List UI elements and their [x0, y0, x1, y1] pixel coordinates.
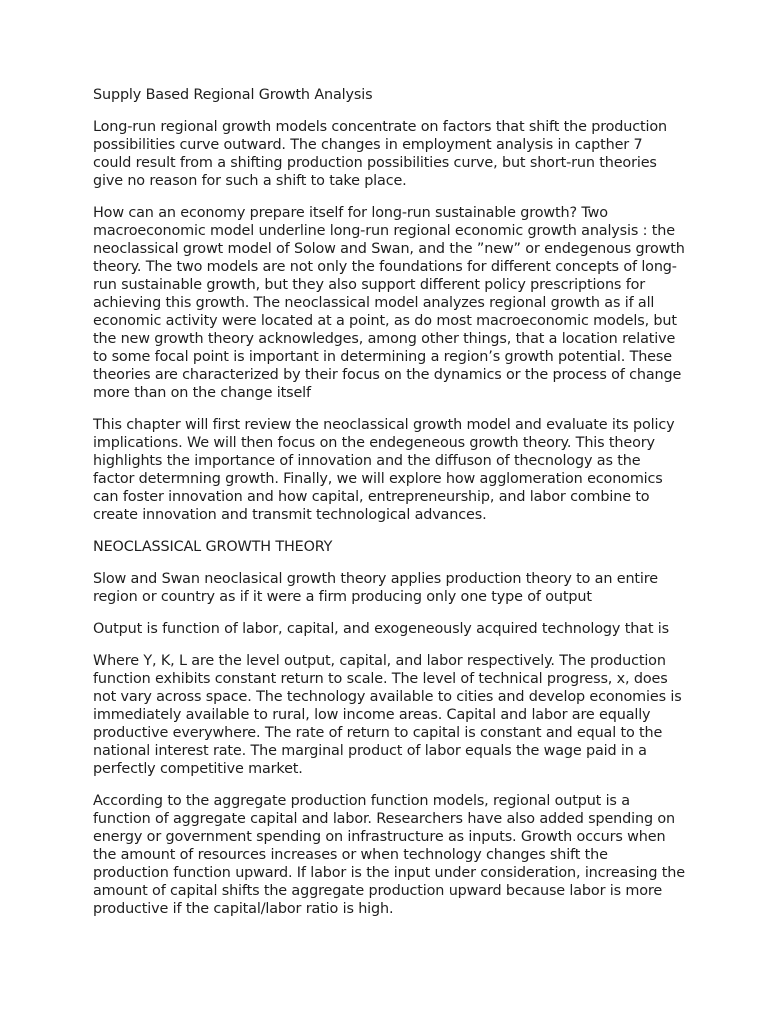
- paragraph-chapter-overview: This chapter will first review the neoclassical growth model and evaluate its policy implications. We will then focus on the endegeneous growth theory. This theory highlights the importance of innovation and the diffuson of thecnology as the factor determning growth. Finally, we will explore how agglomeration economics can foster innovation and how capital, entrepreneurship, and labor combine to create innovation and transmit technological advances.: [93, 417, 675, 523]
- paragraph-models: How can an economy prepare itself for long-run sustainable growth? Two macroeconomic model underline long-run regional economic growth analysis : the neoclassical growt model of Solow and Swan, and the ”new” or endegenous growth theory. The two models are not only the foundations for different concepts of long-run sustainable growth, but they also support different policy prescriptions for achieving this growth. The neoclassical model analyzes regional growth as if all economic activity were located at a point, as do most macroeconomic models, but the new growth theory acknowledges, among other things, that a location relative to some focal point is important in determining a region’s growth potential. These theories are characterized by their focus on the dynamics or the process of change more than on the change itself: [93, 205, 685, 401]
- paragraph-intro: Long-run regional growth models concentrate on factors that shift the production possibilities curve outward. The changes in employment analysis in capther 7 could result from a shifting production possibilities curve, but short-run theories give no reason for such a shift to take place.: [93, 119, 667, 189]
- paragraph-aggregate-production: According to the aggregate production function models, regional output is a function of aggregate capital and labor. Researchers have also added spending on energy or government spending on infrastructure as inputs. Growth occurs when the amount of resources increases or when technology changes shift the production function upward. If labor is the input under consideration, increasing the amount of capital shifts the aggregate production upward because labor is more productive if the capital/labor ratio is high.: [93, 793, 685, 917]
- paragraph-variables: Where Y, K, L are the level output, capital, and labor respectively. The production function exhibits constant return to scale. The level of technical progress, x, does not vary across space. The technology available to cities and develop economies is immediately available to rural, low income areas. Capital and labor are equally productive everywhere. The rate of return to capital is constant and equal to the national interest rate. The marginal product of labor equals the wage paid in a perfectly competitive market.: [93, 653, 682, 777]
- document-title: Supply Based Regional Growth Analysis: [93, 87, 373, 103]
- section-heading: NEOCLASSICAL GROWTH THEORY: [93, 539, 333, 555]
- paragraph-output-function: Output is function of labor, capital, and exogeneously acquired technology that is: [93, 621, 669, 637]
- paragraph-solow-swan: Slow and Swan neoclasical growth theory applies production theory to an entire region or country as if it were a firm producing only one type of output: [93, 571, 658, 605]
- document-body: [93, 86, 685, 932]
